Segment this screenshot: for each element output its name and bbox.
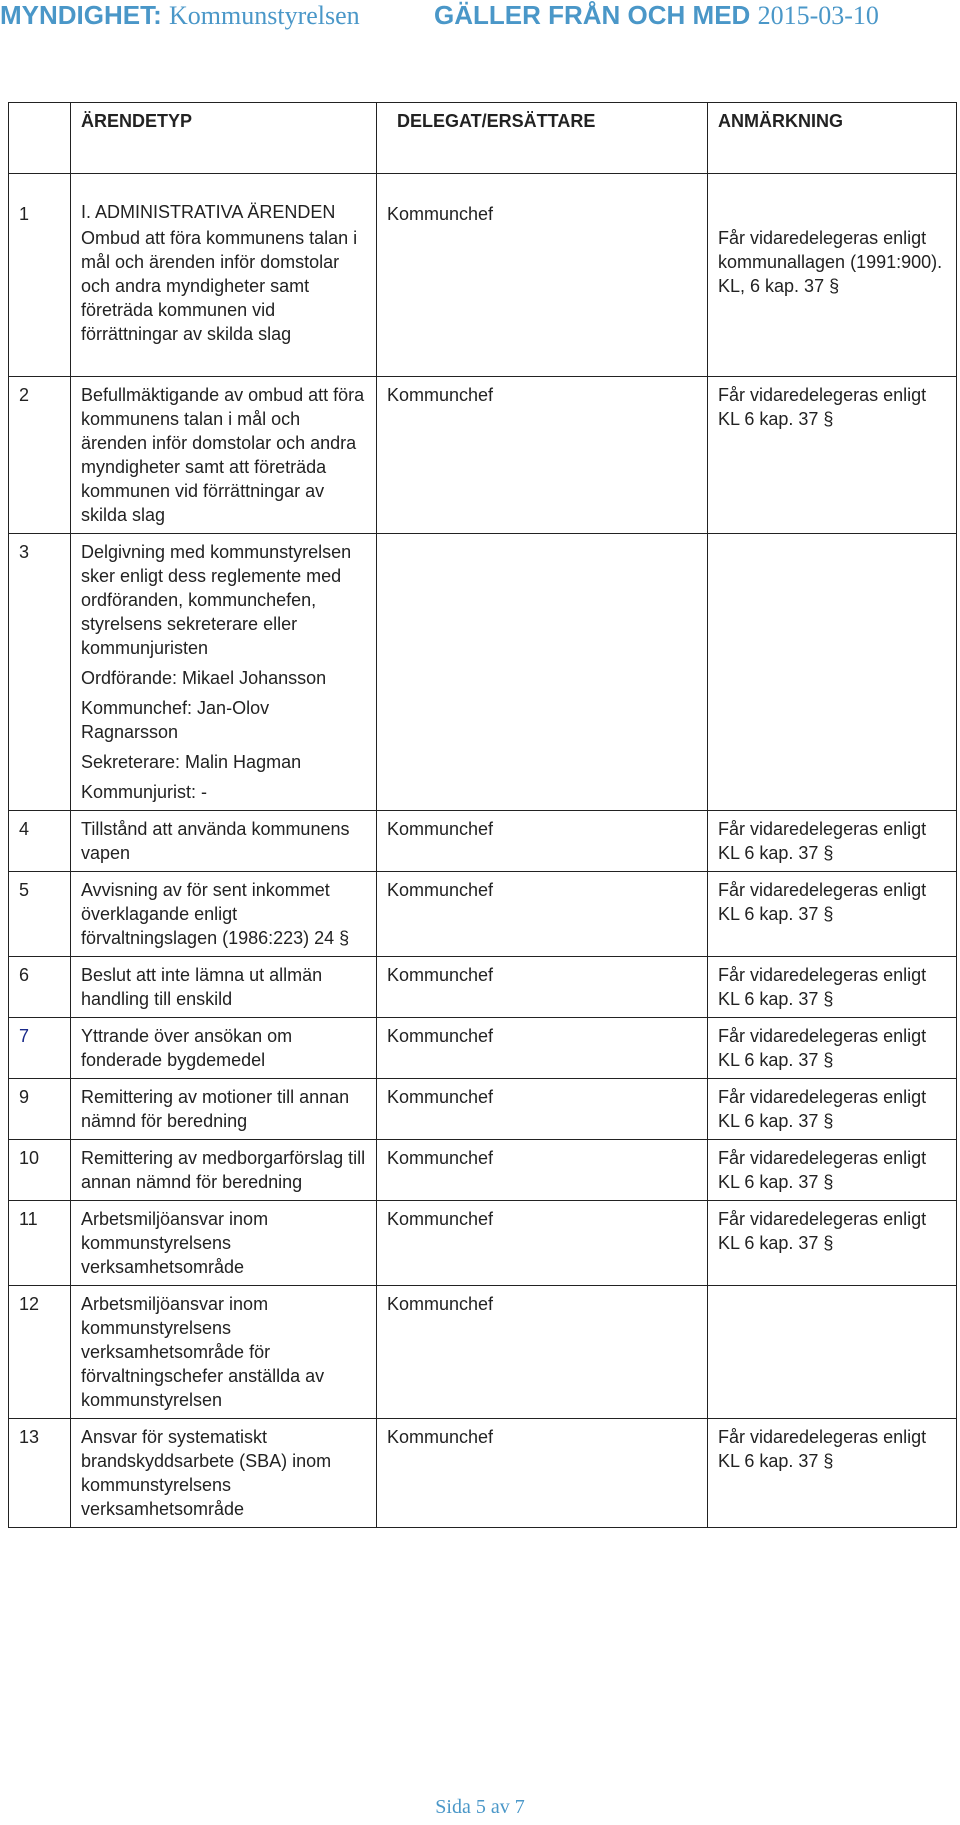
spacer-cell — [71, 352, 377, 377]
authority-label: MYNDIGHET: — [0, 0, 162, 30]
column-anmarkning: ANMÄRKNING — [708, 103, 957, 174]
arende-cell: Tillstånd att använda kommunens vapen — [71, 811, 377, 872]
num-cell: 13 — [9, 1419, 71, 1528]
arende-cell: Remittering av motioner till annan nämnd för beredning — [71, 1079, 377, 1140]
authority-value: Kommunstyrelsen — [169, 1, 360, 30]
delegat-cell: Kommunchef — [377, 1079, 708, 1140]
table-row — [9, 1079, 957, 1140]
valid-from-label: GÄLLER FRÅN OCH MED — [434, 0, 751, 30]
arende-cell: Beslut att inte lämna ut allmän handling till enskild — [71, 957, 377, 1018]
delegat-cell: Kommunchef — [377, 1201, 708, 1286]
arende-cell: Arbetsmiljöansvar inom kommunstyrelsens verksamhetsområde — [71, 1201, 377, 1286]
delegat-cell: Kommunchef — [377, 1140, 708, 1201]
delegat-cell: Kommunchef — [377, 811, 708, 872]
arende-cell: Ansvar för systematiskt brandskyddsarbete (SBA) inom kommunstyrelsens verksamhetsområde — [71, 1419, 377, 1528]
num-cell: 10 — [9, 1140, 71, 1201]
table-row — [9, 1201, 957, 1286]
column-header-row — [9, 103, 957, 174]
authority-line — [0, 0, 360, 31]
delegation-table — [8, 102, 957, 1528]
num-cell: 2 — [9, 377, 71, 534]
arende-cell — [71, 534, 377, 811]
arende-cell — [71, 174, 377, 353]
valid-from-line — [434, 0, 879, 31]
table-row — [9, 1018, 957, 1079]
anmarkning-cell: Får vidaredelegeras enligt KL 6 kap. 37 § — [708, 1201, 957, 1286]
anmarkning-cell — [708, 534, 957, 811]
delegat-cell: Kommunchef — [377, 872, 708, 957]
chief-line: Kommunchef: Jan-Olov Ragnarsson — [81, 698, 270, 742]
delegat-cell: Kommunchef — [377, 957, 708, 1018]
table-row — [9, 352, 957, 377]
lawyer-line: Kommunjurist: - — [81, 782, 208, 802]
chair-line: Ordförande: Mikael Johansson — [81, 668, 327, 688]
page-number: Sida 5 av 7 — [435, 1796, 525, 1818]
anmarkning-cell: Får vidaredelegeras enligt KL 6 kap. 37 § — [708, 811, 957, 872]
delegat-cell: Kommunchef — [377, 1419, 708, 1528]
column-arendetyp: ÄRENDETYP — [71, 103, 377, 174]
delegat-text: Kommunchef — [387, 204, 494, 224]
num-cell: 11 — [9, 1201, 71, 1286]
table-row — [9, 872, 957, 957]
table-row — [9, 1286, 957, 1419]
delegat-cell — [377, 174, 708, 353]
num-cell — [9, 174, 71, 353]
arende-cell: Yttrande över ansökan om fonderade bygdemedel — [71, 1018, 377, 1079]
num-cell: 5 — [9, 872, 71, 957]
anmarkning-cell: Får vidaredelegeras enligt KL 6 kap. 37 § — [708, 872, 957, 957]
header-num-cell — [9, 103, 71, 174]
anmarkning-cell — [708, 174, 957, 353]
table-row — [9, 1140, 957, 1201]
arende-text: Delgivning med kommunstyrelsen sker enligt dess reglemente med ordföranden, kommunchefen, styrelsens sekreterare eller kommunjuristen — [81, 542, 352, 658]
column-delegat: DELEGAT/ERSÄTTARE — [377, 103, 708, 174]
secretary-line: Sekreterare: Malin Hagman — [81, 752, 302, 772]
num-cell: 6 — [9, 957, 71, 1018]
table-row — [9, 377, 957, 534]
anmarkning-cell: Får vidaredelegeras enligt KL 6 kap. 37 § — [708, 377, 957, 534]
num-cell: 7 — [9, 1018, 71, 1079]
arende-text: Ombud att föra kommunens talan i mål och ärenden inför domstolar och andra myndigheter samt företräda kommunen vid förrättningar av skilda slag — [81, 228, 358, 344]
spacer-cell — [377, 352, 708, 377]
table-row — [9, 534, 957, 811]
delegat-cell: Kommunchef — [377, 377, 708, 534]
section-title: I. ADMINISTRATIVA ÄRENDEN — [81, 202, 336, 222]
num-cell: 3 — [9, 534, 71, 811]
spacer-cell — [708, 352, 957, 377]
page-header — [0, 0, 960, 34]
arende-cell: Arbetsmiljöansvar inom kommunstyrelsens verksamhetsområde för förvaltningschefer anställda av kommunstyrelsen — [71, 1286, 377, 1419]
delegat-cell: Kommunchef — [377, 1286, 708, 1419]
anmarkning-cell — [708, 1286, 957, 1419]
valid-from-date: 2015-03-10 — [757, 1, 879, 30]
arende-cell: Avvisning av för sent inkommet överklagande enligt förvaltningslagen (1986:223) 24 § — [71, 872, 377, 957]
anmarkning-cell: Får vidaredelegeras enligt KL 6 kap. 37 § — [708, 1140, 957, 1201]
arende-cell: Remittering av medborgarförslag till annan nämnd för beredning — [71, 1140, 377, 1201]
anmarkning-cell: Får vidaredelegeras enligt KL 6 kap. 37 § — [708, 1079, 957, 1140]
table-row — [9, 811, 957, 872]
anmarkning-cell: Får vidaredelegeras enligt KL 6 kap. 37 § — [708, 1018, 957, 1079]
num-cell: 12 — [9, 1286, 71, 1419]
num-cell: 4 — [9, 811, 71, 872]
delegat-cell — [377, 534, 708, 811]
table-row — [9, 174, 957, 353]
anmarkning-cell: Får vidaredelegeras enligt KL 6 kap. 37 § — [708, 1419, 957, 1528]
table-row — [9, 957, 957, 1018]
anmarkning-cell: Får vidaredelegeras enligt KL 6 kap. 37 § — [708, 957, 957, 1018]
table-row — [9, 1419, 957, 1528]
anmarkning-text: Får vidaredelegeras enligt kommunallagen (1991:900). KL, 6 kap. 37 § — [718, 228, 943, 296]
num-cell: 9 — [9, 1079, 71, 1140]
arende-cell: Befullmäktigande av ombud att föra kommunens talan i mål och ärenden inför domstolar och andra myndigheter samt att företräda kommunen vid förrättningar av skilda slag — [71, 377, 377, 534]
delegat-cell: Kommunchef — [377, 1018, 708, 1079]
num-cell: 1 — [9, 202, 71, 227]
